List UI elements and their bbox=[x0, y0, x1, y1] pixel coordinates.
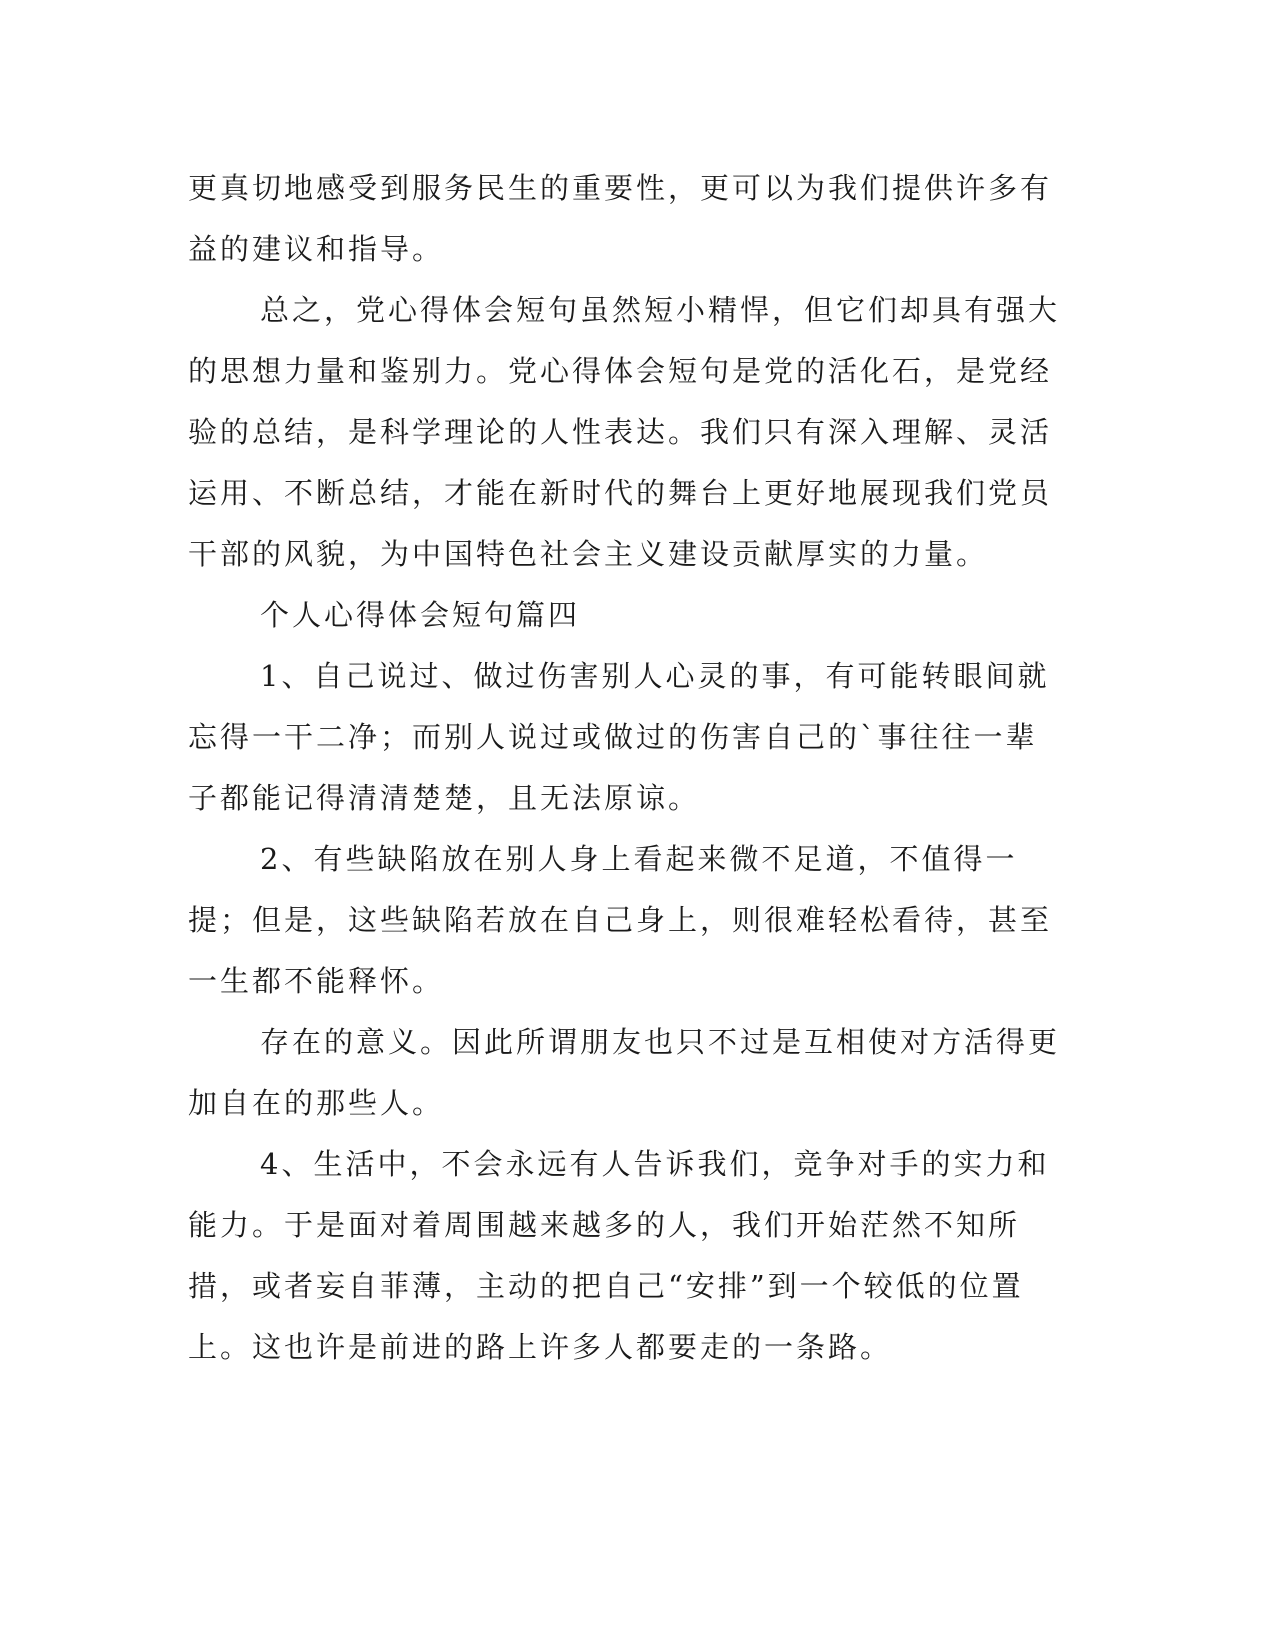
paragraph-continuation: 更真切地感受到服务民生的重要性，更可以为我们提供许多有益的建议和指导。 bbox=[188, 171, 1053, 266]
paragraph-item-4: 4、生活中，不会永远有人告诉我们，竞争对手的实力和能力。于是面对着周围越来越多的人，我们开始茫然不知所措，或者妄自菲薄，主动的把自己“安排”到一个较低的位置上。这也许是前进的路上许多人都要走的一条路。 bbox=[188, 1147, 1050, 1364]
document-body bbox=[188, 158, 1068, 1378]
section-heading: 个人心得体会短句篇四 bbox=[260, 598, 581, 632]
paragraph-summary: 总之，党心得体会短句虽然短小精悍，但它们却具有强大的思想力量和鉴别力。党心得体会短句是党的活化石，是党经验的总结，是科学理论的人性表达。我们只有深入理解、灵活运用、不断总结，才能在新时代的舞台上更好地展现我们党员干部的风貌，为中国特色社会主义建设贡献厚实的力量。 bbox=[188, 293, 1061, 571]
paragraph-item-2: 2、有些缺陷放在别人身上看起来微不足道，不值得一提；但是，这些缺陷若放在自己身上，则很难轻松看待，甚至一生都不能释怀。 bbox=[188, 842, 1053, 998]
paragraph-item-3: 存在的意义。因此所谓朋友也只不过是互相使对方活得更加自在的那些人。 bbox=[188, 1025, 1061, 1120]
paragraph-item-1: 1、自己说过、做过伤害别人心灵的事，有可能转眼间就忘得一干二净；而别人说过或做过的伤害自己的`事往往一辈子都能记得清清楚楚，且无法原谅。 bbox=[188, 659, 1050, 815]
